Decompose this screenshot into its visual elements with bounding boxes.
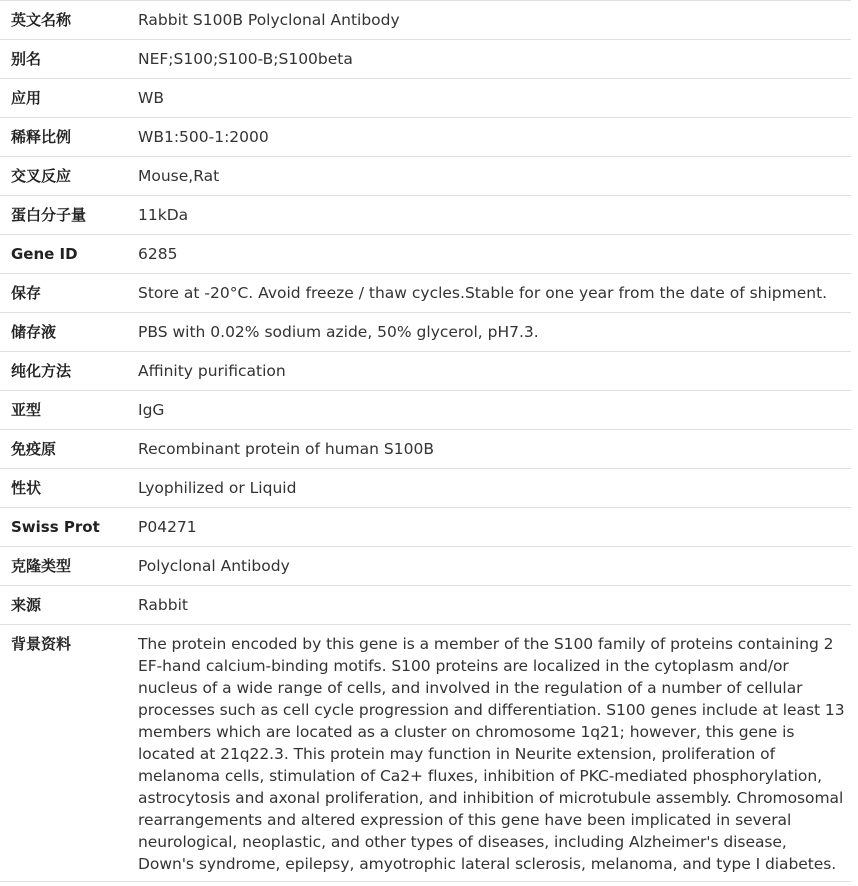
- spec-row-reactivity: [0, 157, 851, 196]
- spec-value: WB: [138, 89, 164, 107]
- spec-label: 应用: [11, 89, 42, 107]
- spec-label: 免疫原: [11, 440, 57, 458]
- spec-label: 英文名称: [11, 11, 72, 29]
- spec-row-english-name: [0, 1, 851, 40]
- spec-label: 亚型: [11, 401, 42, 419]
- spec-row-clonality: [0, 547, 851, 586]
- spec-value: Affinity purification: [138, 362, 286, 380]
- spec-label: 克隆类型: [11, 557, 72, 575]
- spec-label: 保存: [11, 284, 42, 302]
- spec-value: Store at -20°C. Avoid freeze / thaw cycles.Stable for one year from the date of shipment.: [138, 284, 828, 302]
- spec-value: 6285: [138, 245, 178, 263]
- spec-row-swiss-prot: [0, 508, 851, 547]
- spec-row-immunogen: [0, 430, 851, 469]
- spec-label: 别名: [11, 50, 42, 68]
- spec-value: NEF;S100;S100-B;S100beta: [138, 50, 353, 68]
- spec-value: WB1:500-1:2000: [138, 128, 269, 146]
- spec-label: 稀释比例: [11, 128, 72, 146]
- spec-row-storage: [0, 274, 851, 313]
- spec-label: 纯化方法: [11, 362, 72, 380]
- spec-row-background: [0, 625, 851, 882]
- spec-row-host: [0, 586, 851, 625]
- spec-label: Swiss Prot: [11, 518, 100, 536]
- spec-row-application: [0, 79, 851, 118]
- spec-value: PBS with 0.02% sodium azide, 50% glycerol, pH7.3.: [138, 323, 539, 341]
- spec-row-purification: [0, 352, 851, 391]
- spec-label: 储存液: [11, 323, 57, 341]
- spec-row-alias: [0, 40, 851, 79]
- spec-row-dilution: [0, 118, 851, 157]
- spec-row-isotype: [0, 391, 851, 430]
- spec-value: P04271: [138, 518, 197, 536]
- spec-label: 交叉反应: [11, 167, 72, 185]
- spec-label: 蛋白分子量: [11, 206, 87, 224]
- spec-row-molecular-weight: [0, 196, 851, 235]
- spec-label: 性状: [11, 479, 42, 497]
- spec-label: Gene ID: [11, 245, 78, 263]
- spec-value: 11kDa: [138, 206, 189, 224]
- spec-row-storage-buffer: [0, 313, 851, 352]
- spec-label: 背景资料: [11, 635, 72, 653]
- spec-value: Polyclonal Antibody: [138, 557, 290, 575]
- spec-row-gene-id: [0, 235, 851, 274]
- spec-value: Recombinant protein of human S100B: [138, 440, 434, 458]
- spec-row-form: [0, 469, 851, 508]
- spec-value: IgG: [138, 401, 165, 419]
- spec-value: Mouse,Rat: [138, 167, 220, 185]
- spec-value: Rabbit: [138, 596, 188, 614]
- spec-label: 来源: [11, 596, 42, 614]
- spec-value: The protein encoded by this gene is a member of the S100 family of proteins containing 2 EF-hand calcium-binding motifs. S100 proteins are localized in the cytoplasm and/or nucleus of a wide range of cells, and involved in the regulation of a number of cellular processes such as cell cycle progression and differentiation. S100 genes include at least 13 members which are located as a cluster on chromosome 1q21; however, this gene is located at 21q22.3. This protein may function in Neurite extension, proliferation of melanoma cells, stimulation of Ca2+ fluxes, inhibition of PKC-mediated phosphorylation, astrocytosis and axonal proliferation, and inhibition of microtubule assembly. Chromosomal rearrangements and altered expression of this gene have been implicated in several neurological, neoplastic, and other types of diseases, including Alzheimer's disease, Down's syndrome, epilepsy, amyotrophic lateral sclerosis, melanoma, and type I diabetes.: [138, 635, 845, 873]
- spec-value: Rabbit S100B Polyclonal Antibody: [138, 11, 400, 29]
- spec-value: Lyophilized or Liquid: [138, 479, 297, 497]
